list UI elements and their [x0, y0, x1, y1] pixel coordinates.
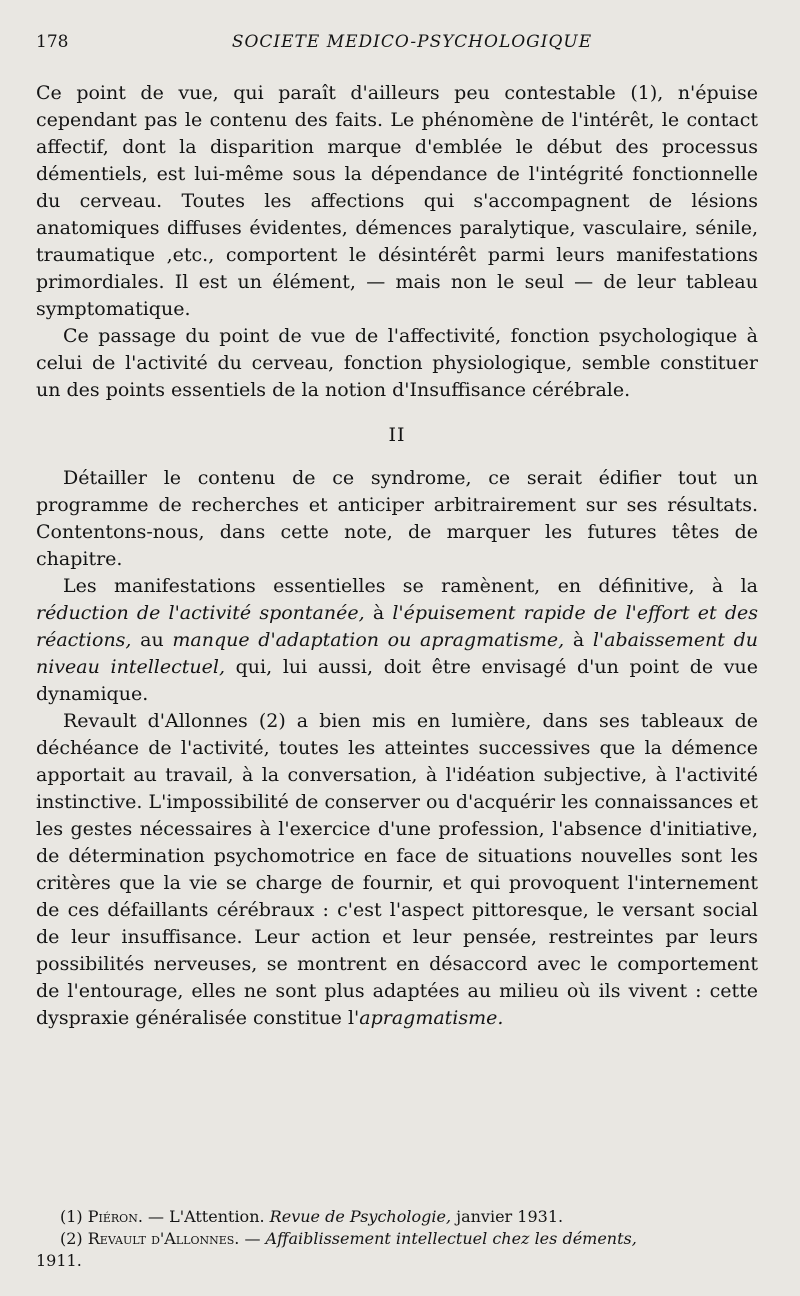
page-header — [36, 30, 758, 60]
text-run: au — [131, 629, 173, 651]
footnote — [36, 1206, 758, 1228]
paragraph: Ce passage du point de vue de l'affectivité, fonction psychologique à celui de l'activité du cerveau, fonction physiologique, semble constituer un des points essentiels de la notion d'Insuffisance cérébrale. — [36, 325, 758, 401]
italic-run: apragmatisme. — [359, 1007, 504, 1029]
paragraph — [36, 708, 758, 1032]
footnote-journal: Revue de Psychologie, — [269, 1207, 452, 1226]
paragraph: Ce point de vue, qui paraît d'ailleurs peu contestable (1), n'épuise cependant pas le contenu des faits. Le phénomène de l'intérêt, le contact affectif, dont la disparition marque d'emblée le début des processus démentiels, est lui-même sous la dépendance de l'intégrité fonctionnelle du cerveau. Toutes les affections qui s'accompagnent de lésions anatomiques diffuses évidentes, démences paralytique, vasculaire, sénile, traumatique ,etc., comportent le désintérêt parmi leurs manifestations primordiales. Il est un élément, — mais non le seul — de leur tableau symptomatique. — [36, 82, 758, 320]
paragraph — [36, 573, 758, 708]
footnote — [36, 1228, 758, 1250]
footnote-date: janvier 1931. — [451, 1207, 564, 1226]
paragraph: Détailler le contenu de ce syndrome, ce serait édifier tout un programme de recherches et anticiper arbitrairement sur ses résultats. Contentons-nous, dans cette note, de marquer les futures têtes de chapitre. — [36, 467, 758, 570]
italic-run: l'abaissement du niveau intellectuel, — [36, 629, 758, 678]
footnotes — [36, 1206, 758, 1272]
footnote-text: — L'Attention. — [142, 1207, 270, 1226]
footnote-number: (2) — [60, 1229, 88, 1248]
section-heading: II — [388, 424, 406, 446]
italic-run: l'épuisement rapide de l'effort et des réactions, — [36, 602, 758, 651]
page-number: 178 — [36, 32, 69, 52]
text-run: à — [564, 629, 593, 651]
text-run: Les manifestations essentielles se ramènent, en définitive, à la — [63, 575, 758, 597]
running-head: SOCIETE MEDICO-PSYCHOLOGIQUE — [231, 32, 593, 52]
footnote-author: Piéron. — [87, 1207, 143, 1226]
italic-run: réduction de l'activité spontanée, — [36, 602, 365, 624]
footnote-title: Affaiblissement intellectuel chez les déments, — [265, 1229, 637, 1248]
footnote-continuation: 1911. — [36, 1251, 82, 1270]
footnote-number: (1) — [60, 1207, 88, 1226]
text-run: à — [364, 602, 393, 624]
body-text — [36, 80, 758, 1032]
footnote-text: — — [239, 1229, 266, 1248]
italic-run: manque d'adaptation ou apragmatisme, — [172, 629, 565, 651]
text-run: Revault d'Allonnes (2) a bien mis en lumière, dans ses tableaux de déchéance de l'activité, toutes les atteintes successives que la démence apportait au travail, à la conversation, à l'idéation subjective, à l'activité instinctive. L'impossibilité de conserver ou d'acquérir les connaissances et les gestes nécessaires à l'exercice d'une profession, l'absence d'initiative, de détermination psychomotrice en face de situations nouvelles sont les critères que la vie se charge de fournir, et qui provoquent l'internement de ces défaillants cérébraux : c'est l'aspect pittoresque, le versant social de leur insuffisance. Leur action et leur pensée, restreintes par leurs possibilités nerveuses, se montrent en désaccord avec le comportement de l'entourage, elles ne sont plus adaptées au milieu où ils vivent : cette dyspraxie généralisée constitue l' — [36, 710, 758, 1029]
footnote-author: Revault d'Allonnes. — [87, 1229, 240, 1248]
text-run: qui, lui aussi, doit être envisagé d'un point de vue dynamique. — [36, 656, 759, 705]
